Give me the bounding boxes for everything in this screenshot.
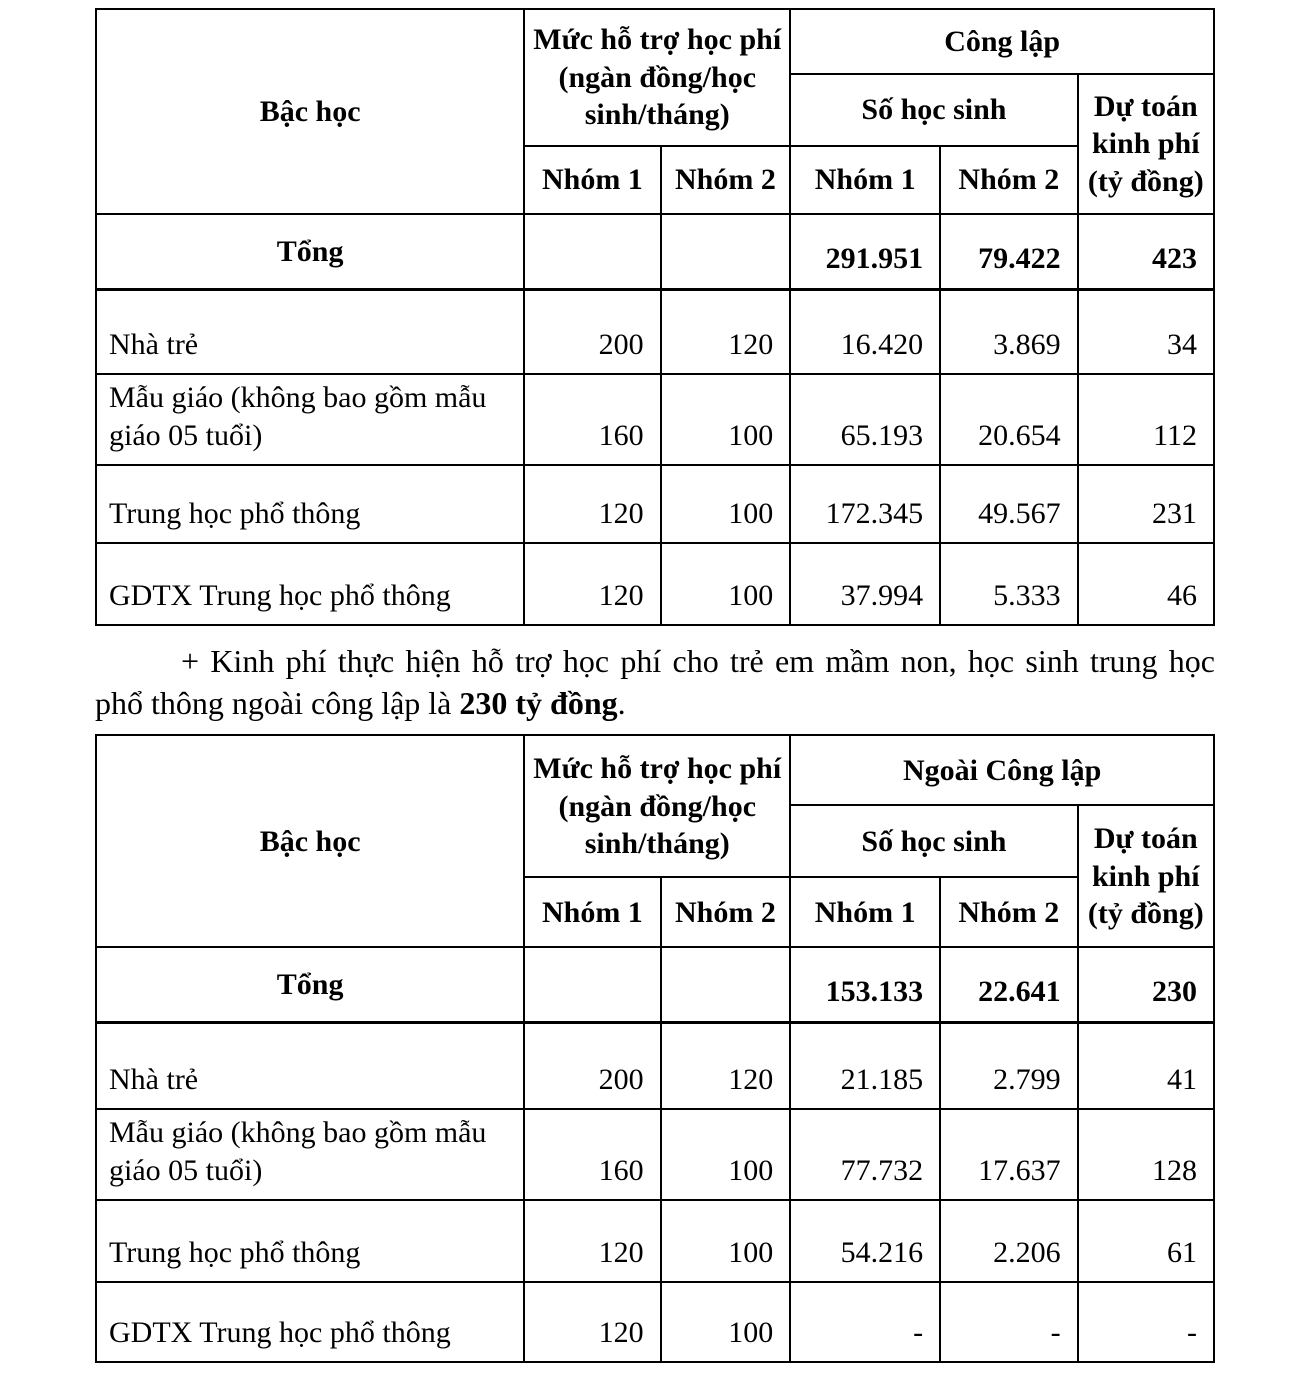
- header-support: [524, 735, 790, 877]
- header-group-nonpublic: Ngoài Công lập: [790, 735, 1214, 805]
- header-support-group2: Nhóm 2: [661, 146, 791, 214]
- budget-cell: -: [1078, 1282, 1214, 1362]
- support-group2-cell: 100: [661, 1282, 791, 1362]
- support-group2-cell: 100: [661, 543, 791, 625]
- budget-cell: 231: [1078, 465, 1214, 543]
- header-students-group1: Nhóm 1: [790, 146, 940, 214]
- students-group2-cell: 20.654: [940, 374, 1078, 465]
- table-row: [96, 1022, 1214, 1109]
- support-group1-cell: 120: [524, 1200, 660, 1282]
- students-group1-cell: 16.420: [790, 289, 940, 374]
- note-text-prefix: + Kinh phí thực hiện hỗ trợ học phí cho trẻ em mầm non, học sinh trung học phổ thông ngoài công lập là: [95, 643, 1215, 722]
- total-row: [96, 214, 1214, 289]
- support-group2-cell: 100: [661, 1109, 791, 1200]
- header-support-group1: Nhóm 1: [524, 146, 660, 214]
- table-row: [96, 543, 1214, 625]
- row-label-cell: Tổng: [96, 214, 524, 289]
- header-budget: Dự toán kinh phí (tỷ đồng): [1078, 74, 1214, 214]
- row-label-cell: Mẫu giáo (không bao gồm mẫu giáo 05 tuổi): [96, 374, 524, 465]
- support-group2-cell: 100: [661, 465, 791, 543]
- header-level: Bậc học: [96, 9, 524, 214]
- header-level: Bậc học: [96, 735, 524, 947]
- header-support-title: Mức hỗ trợ học phí: [533, 23, 782, 57]
- row-label-cell: Trung học phổ thông: [96, 1200, 524, 1282]
- students-group1-cell: 153.133: [790, 947, 940, 1022]
- header-students-group2: Nhóm 2: [940, 146, 1078, 214]
- support-group1-cell: 200: [524, 289, 660, 374]
- students-group1-cell: -: [790, 1282, 940, 1362]
- row-label-cell: Mẫu giáo (không bao gồm mẫu giáo 05 tuổi): [96, 1109, 524, 1200]
- row-label-cell: GDTX Trung học phổ thông: [96, 1282, 524, 1362]
- support-group2-cell: [661, 947, 791, 1022]
- row-label-cell: Nhà trẻ: [96, 1022, 524, 1109]
- support-group1-cell: [524, 947, 660, 1022]
- header-support-title: Mức hỗ trợ học phí: [533, 752, 782, 786]
- students-group1-cell: 54.216: [790, 1200, 940, 1282]
- table-row: [96, 1200, 1214, 1282]
- row-label-cell: GDTX Trung học phổ thông: [96, 543, 524, 625]
- table-row: [96, 1109, 1214, 1200]
- budget-cell: 34: [1078, 289, 1214, 374]
- nonpublic-schools-table: [95, 734, 1215, 1363]
- budget-cell: 112: [1078, 374, 1214, 465]
- support-group2-cell: 120: [661, 289, 791, 374]
- header-support-unit: (ngàn đồng/học sinh/tháng): [558, 60, 757, 132]
- students-group2-cell: 2.206: [940, 1200, 1078, 1282]
- support-group1-cell: 160: [524, 374, 660, 465]
- table-row: [96, 1282, 1214, 1362]
- support-group1-cell: 160: [524, 1109, 660, 1200]
- students-group1-cell: 77.732: [790, 1109, 940, 1200]
- header-support-group1: Nhóm 1: [524, 877, 660, 947]
- students-group2-cell: 79.422: [940, 214, 1078, 289]
- table-row: [96, 289, 1214, 374]
- students-group2-cell: 22.641: [940, 947, 1078, 1022]
- header-budget: Dự toán kinh phí (tỷ đồng): [1078, 805, 1214, 947]
- row-label-cell: Nhà trẻ: [96, 289, 524, 374]
- budget-cell: 41: [1078, 1022, 1214, 1109]
- support-group2-cell: 100: [661, 1200, 791, 1282]
- budget-cell: 128: [1078, 1109, 1214, 1200]
- row-label-cell: Trung học phổ thông: [96, 465, 524, 543]
- students-group2-cell: 17.637: [940, 1109, 1078, 1200]
- budget-cell: 230: [1078, 947, 1214, 1022]
- header-students: Số học sinh: [790, 74, 1077, 146]
- total-row: [96, 947, 1214, 1022]
- students-group2-cell: 49.567: [940, 465, 1078, 543]
- support-group2-cell: 120: [661, 1022, 791, 1109]
- students-group2-cell: -: [940, 1282, 1078, 1362]
- table-row: [96, 465, 1214, 543]
- header-students: Số học sinh: [790, 805, 1077, 877]
- support-group1-cell: 120: [524, 465, 660, 543]
- header-students-group1: Nhóm 1: [790, 877, 940, 947]
- header-group-public: Công lập: [790, 9, 1214, 74]
- budget-cell: 61: [1078, 1200, 1214, 1282]
- note-paragraph: [95, 640, 1215, 724]
- support-group2-cell: 100: [661, 374, 791, 465]
- students-group2-cell: 2.799: [940, 1022, 1078, 1109]
- note-text-suffix: .: [617, 685, 626, 722]
- students-group1-cell: 65.193: [790, 374, 940, 465]
- header-students-group2: Nhóm 2: [940, 877, 1078, 947]
- support-group1-cell: 120: [524, 543, 660, 625]
- budget-cell: 46: [1078, 543, 1214, 625]
- header-support-group2: Nhóm 2: [661, 877, 791, 947]
- table-row: [96, 374, 1214, 465]
- students-group2-cell: 3.869: [940, 289, 1078, 374]
- students-group1-cell: 21.185: [790, 1022, 940, 1109]
- public-schools-table: [95, 8, 1215, 626]
- row-label-cell: Tổng: [96, 947, 524, 1022]
- budget-cell: 423: [1078, 214, 1214, 289]
- students-group1-cell: 291.951: [790, 214, 940, 289]
- students-group1-cell: 172.345: [790, 465, 940, 543]
- header-support-unit: (ngàn đồng/học sinh/tháng): [558, 789, 757, 861]
- support-group1-cell: 120: [524, 1282, 660, 1362]
- support-group1-cell: 200: [524, 1022, 660, 1109]
- students-group1-cell: 37.994: [790, 543, 940, 625]
- students-group2-cell: 5.333: [940, 543, 1078, 625]
- header-support: [524, 9, 790, 146]
- note-text-amount: 230 tỷ đồng: [459, 685, 618, 722]
- support-group1-cell: [524, 214, 660, 289]
- support-group2-cell: [661, 214, 791, 289]
